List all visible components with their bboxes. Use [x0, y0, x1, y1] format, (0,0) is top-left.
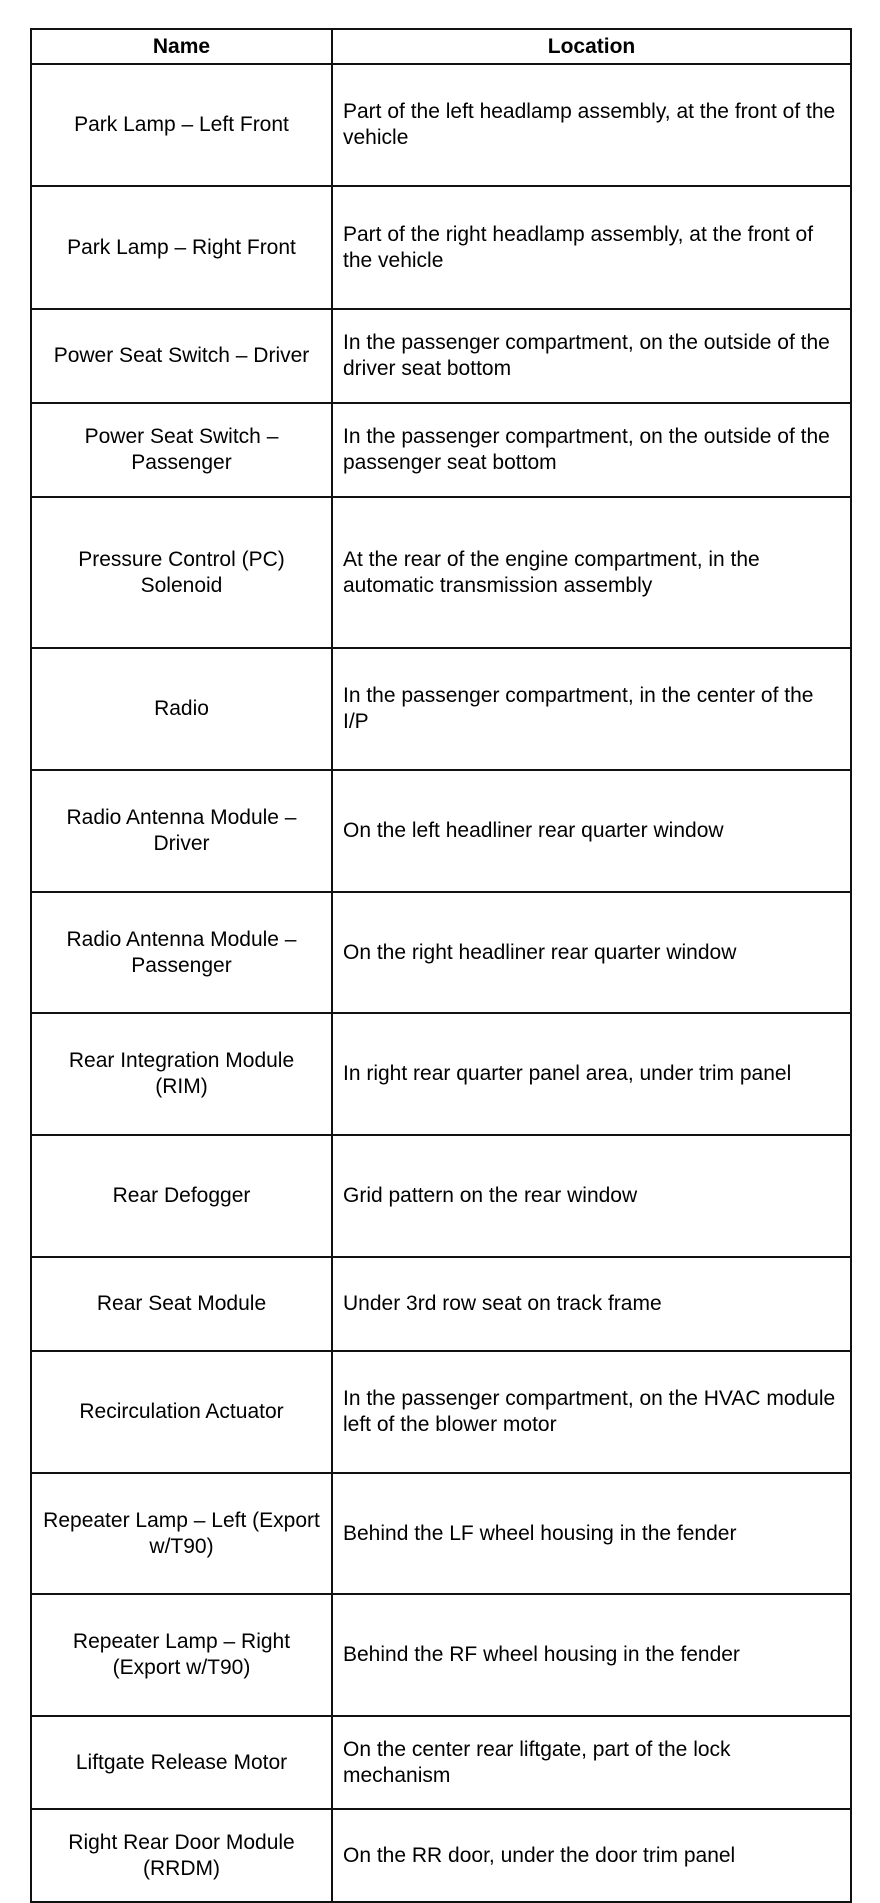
table-row: [31, 403, 851, 497]
table-row: [31, 892, 851, 1013]
component-name: Power Seat Switch – Passenger: [31, 403, 332, 497]
table-row: [31, 64, 851, 186]
component-name: Radio Antenna Module – Driver: [31, 770, 332, 892]
table-row: [31, 1013, 851, 1135]
table-row: [31, 1135, 851, 1257]
component-name: Radio Antenna Module – Passenger: [31, 892, 332, 1013]
component-name: Pressure Control (PC) Solenoid: [31, 497, 332, 648]
component-name: Repeater Lamp – Left (Export w/T90): [31, 1473, 332, 1594]
component-name: Power Seat Switch – Driver: [31, 309, 332, 403]
component-location: In the passenger compartment, on the HVAC module left of the blower motor: [332, 1351, 851, 1473]
header-location: Location: [332, 29, 851, 64]
table-row: [31, 1594, 851, 1716]
header-name: Name: [31, 29, 332, 64]
component-name: Rear Defogger: [31, 1135, 332, 1257]
component-location: Part of the left headlamp assembly, at the front of the vehicle: [332, 64, 851, 186]
table-row: [31, 1351, 851, 1473]
component-name: Radio: [31, 648, 332, 770]
component-location: On the center rear liftgate, part of the lock mechanism: [332, 1716, 851, 1809]
table-row: [31, 1473, 851, 1594]
component-location: On the RR door, under the door trim panel: [332, 1809, 851, 1902]
component-location: In the passenger compartment, on the outside of the passenger seat bottom: [332, 403, 851, 497]
component-name: Rear Seat Module: [31, 1257, 332, 1351]
component-location: Part of the right headlamp assembly, at the front of the vehicle: [332, 186, 851, 309]
component-location: In the passenger compartment, in the center of the I/P: [332, 648, 851, 770]
component-location: Behind the RF wheel housing in the fender: [332, 1594, 851, 1716]
table-row: [31, 186, 851, 309]
component-location: On the left headliner rear quarter window: [332, 770, 851, 892]
component-location-table: [30, 28, 852, 1903]
component-name: Park Lamp – Right Front: [31, 186, 332, 309]
component-name: Rear Integration Module (RIM): [31, 1013, 332, 1135]
component-name: Right Rear Door Module (RRDM): [31, 1809, 332, 1902]
component-location: In the passenger compartment, on the outside of the driver seat bottom: [332, 309, 851, 403]
table-row: [31, 1809, 851, 1902]
table-row: [31, 497, 851, 648]
table-row: [31, 1257, 851, 1351]
component-location: In right rear quarter panel area, under trim panel: [332, 1013, 851, 1135]
component-location: At the rear of the engine compartment, in the automatic transmission assembly: [332, 497, 851, 648]
table-row: [31, 770, 851, 892]
table-row: [31, 1716, 851, 1809]
component-location: Grid pattern on the rear window: [332, 1135, 851, 1257]
component-name: Repeater Lamp – Right (Export w/T90): [31, 1594, 332, 1716]
table-row: [31, 309, 851, 403]
component-location: On the right headliner rear quarter window: [332, 892, 851, 1013]
component-location: Under 3rd row seat on track frame: [332, 1257, 851, 1351]
component-name: Recirculation Actuator: [31, 1351, 332, 1473]
table-header-row: [31, 29, 851, 64]
component-name: Park Lamp – Left Front: [31, 64, 332, 186]
component-name: Liftgate Release Motor: [31, 1716, 332, 1809]
table-row: [31, 648, 851, 770]
component-location: Behind the LF wheel housing in the fender: [332, 1473, 851, 1594]
